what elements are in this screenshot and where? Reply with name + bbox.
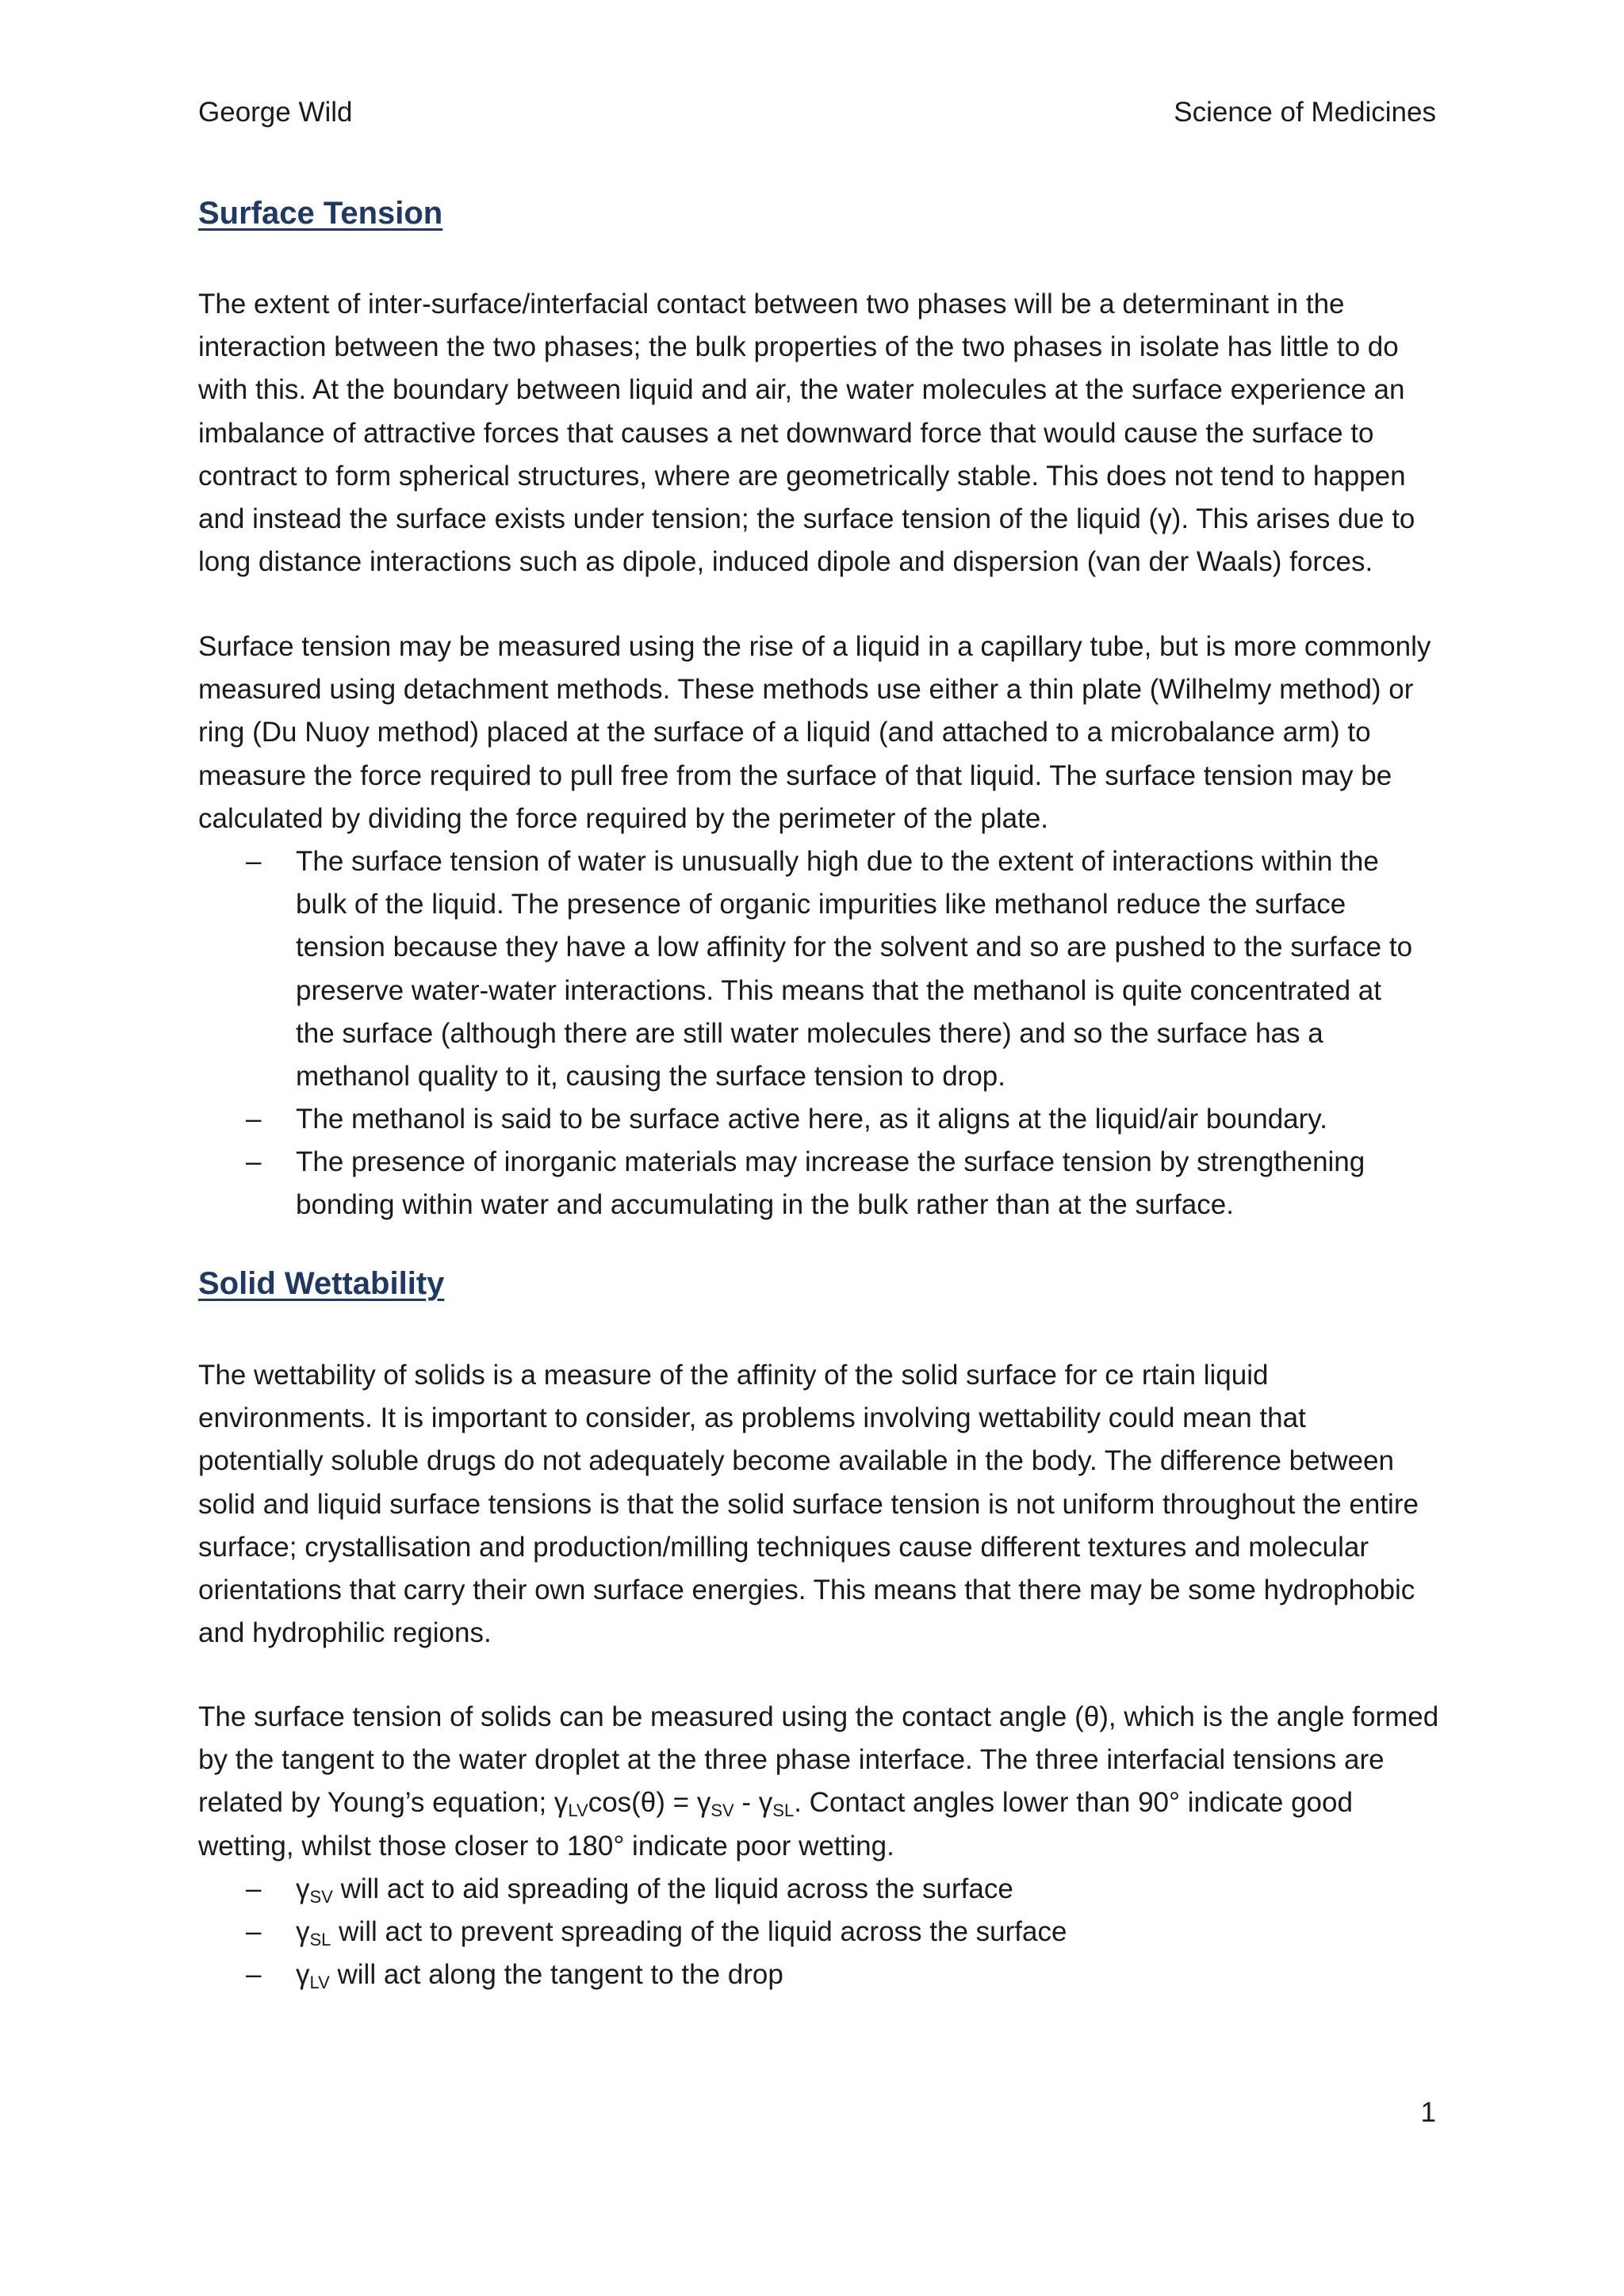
header-course: Science of Medicines [1174,97,1436,128]
text-line: bulk of the liquid. The presence of organic impurities like methanol reduce the surface [296,889,1346,920]
list-item [198,1098,1435,1141]
subscript-sv: SV [710,1800,734,1821]
solid-wettability-bullet-list [198,1868,1435,1996]
text-span: related by Young’s equation; γ [198,1787,569,1819]
text-span: will act along the tangent to the drop [329,1959,783,1990]
dash-bullet: – [246,1146,262,1177]
dash-bullet: – [246,1916,262,1947]
text-line: Surface tension may be measured using the rise of a liquid in a capillary tube, but is more commonly [198,631,1431,662]
text-line: methanol quality to it, causing the surface tension to drop. [296,1061,1005,1093]
text-line: environments. It is important to consider, as problems involving wettability could mean that [198,1402,1306,1434]
text-line: measure the force required to pull free from the surface of that liquid. The surface tension may be [198,760,1392,791]
list-item [198,840,1435,1098]
page-number: 1 [1420,2097,1436,2128]
youngs-equation-line [198,1781,1435,1824]
text-line: tension because they have a low affinity for the solvent and so are pushed to the surface to [296,932,1413,963]
subscript-sl: SL [309,1930,331,1950]
text-span: - γ [733,1787,773,1819]
text-line: imbalance of attractive forces that causes a net downward force that would cause the surface to [198,417,1374,449]
text-line: The methanol is said to be surface active here, as it aligns at the liquid/air boundary. [296,1104,1327,1135]
dash-bullet: – [246,846,262,877]
text-line: measured using detachment methods. These methods use either a thin plate (Wilhelmy method) or [198,674,1414,706]
text-line: with this. At the boundary between liquid and air, the water molecules at the surface experience an [198,374,1405,406]
list-item [198,1868,1435,1911]
text-line: bonding within water and accumulating in the bulk rather than at the surface. [296,1189,1234,1221]
dash-bullet: – [246,1104,262,1135]
text-line: potentially soluble drugs do not adequately become available in the body. The difference between [198,1445,1394,1477]
list-item [198,1954,1435,1996]
text-line: The extent of inter-surface/interfacial contact between two phases will be a determinant in the [198,289,1345,320]
text-line: and hydrophilic regions. [198,1617,492,1649]
text-line: and instead the surface exists under tension; the surface tension of the liquid (γ). This arises due to [198,503,1415,535]
dash-bullet: – [246,1873,262,1904]
text-line: calculated by dividing the force required by the perimeter of the plate. [198,802,1049,834]
text-line: contract to form spherical structures, where are geometrically stable. This does not tend to happen [198,460,1406,492]
subscript-lv: LV [568,1800,588,1821]
text-line: orientations that carry their own surface energies. This means that there may be some hydrophobic [198,1575,1415,1606]
surface-tension-paragraph-2 [198,626,1435,840]
subscript-lv: LV [309,1973,330,1992]
text-line: solid and liquid surface tensions is that the solid surface tension is not uniform throughout the entire [198,1488,1419,1520]
gamma-symbol: γ [296,1959,310,1990]
dash-bullet: – [246,1959,262,1990]
text-line: long distance interactions such as dipole, induced dipole and dispersion (van der Waals) forces. [198,546,1373,578]
solid-wettability-paragraph-1 [198,1354,1435,1655]
text-line: The surface tension of water is unusually high due to the extent of interactions within the [296,846,1379,877]
text-span: cos(θ) = γ [588,1787,711,1819]
surface-tension-bullet-list [198,840,1435,1226]
header-author: George Wild [198,97,353,128]
text-line: preserve water-water interactions. This means that the methanol is quite concentrated at [296,974,1381,1006]
text-span: will act to prevent spreading of the liquid across the surface [331,1916,1067,1947]
list-item [198,1911,1435,1954]
gamma-symbol: γ [296,1873,310,1904]
text-line: interaction between the two phases; the bulk properties of the two phases in isolate has little to do [198,331,1399,363]
gamma-symbol: γ [296,1916,310,1947]
text-span: . Contact angles lower than 90° indicate good [794,1787,1353,1819]
subscript-sv: SV [309,1887,333,1907]
text-line: ring (Du Nuoy method) placed at the surface of a liquid (and attached to a microbalance arm) to [198,717,1371,748]
heading-surface-tension: Surface Tension [198,196,443,231]
list-item [198,1141,1435,1226]
text-line: surface; crystallisation and production/milling techniques cause different textures and molecular [198,1531,1369,1563]
text-line: the surface (although there are still water molecules there) and so the surface has a [296,1017,1323,1049]
text-line: wetting, whilst those closer to 180° indicate poor wetting. [198,1830,894,1862]
text-span: will act to aid spreading of the liquid across the surface [332,1873,1013,1904]
text-line: The surface tension of solids can be measured using the contact angle (θ), which is the angle formed [198,1701,1439,1732]
solid-wettability-paragraph-2 [198,1696,1439,1868]
heading-solid-wettability: Solid Wettability [198,1266,445,1301]
text-line: by the tangent to the water droplet at the three phase interface. The three interfacial tensions are [198,1744,1385,1776]
text-line: The presence of inorganic materials may increase the surface tension by strengthening [296,1146,1365,1177]
subscript-sl: SL [772,1800,795,1821]
text-line: The wettability of solids is a measure of the affinity of the solid surface for ce rtain liquid [198,1360,1269,1391]
surface-tension-paragraph-1 [198,283,1435,584]
